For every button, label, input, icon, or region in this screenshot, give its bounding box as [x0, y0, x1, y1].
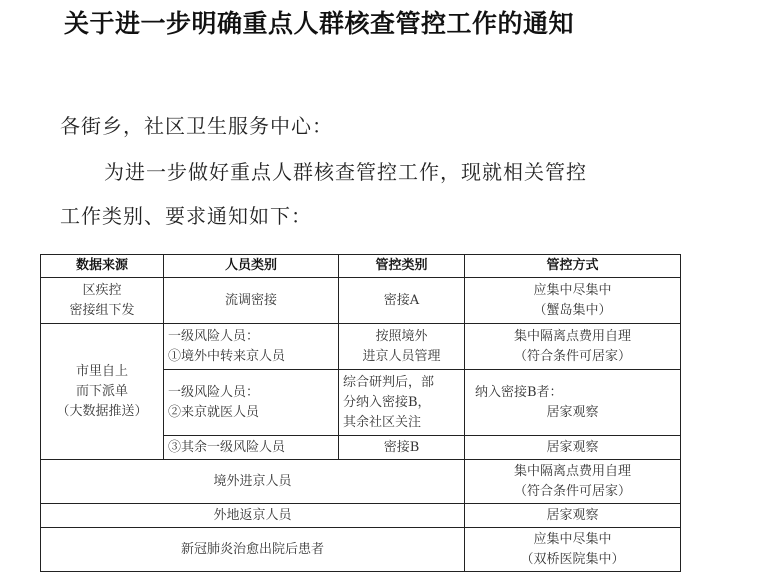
row2-method-line-1: 集中隔离点费用自理	[513, 328, 631, 344]
group2-source-line-2: 而下派单	[75, 383, 128, 399]
body-text-line-2: 工作类别、要求通知如下：	[60, 204, 312, 228]
row2-type-line-2: 进京人员管理	[362, 348, 441, 364]
row7-control-method	[465, 528, 681, 572]
row3-method-line-1: 纳入密接B者：	[475, 384, 563, 400]
row1-source-line-1: 区疾控	[82, 282, 122, 298]
row1-control-method	[465, 278, 681, 324]
row2-method-line-2: （符合条件可居家）	[513, 348, 631, 364]
row2-category-line-1: 一级风险人员：	[168, 328, 260, 344]
body-text-line-1: 为进一步做好重点人群核查管控工作，现就相关管控	[104, 160, 587, 184]
row1-source	[41, 278, 164, 324]
row3-type-line-3: 其余社区关注	[343, 414, 422, 430]
row2-category-line-2: ①境外中转来京人员	[168, 348, 286, 364]
row5-control-method	[465, 460, 681, 504]
row7-method-line-1: 应集中尽集中	[533, 531, 612, 547]
table-row	[41, 460, 681, 504]
table-row	[41, 504, 681, 528]
row7-method-line-2: （双桥医院集中）	[520, 551, 625, 567]
row4-control-type: 密接B	[339, 436, 465, 460]
row3-category-line-2: ②来京就医人员	[168, 404, 260, 420]
row3-type-line-2: 分纳入密接B，	[343, 394, 431, 410]
row3-type-line-1: 综合研判后，部	[343, 374, 435, 390]
header-person-category: 人员类别	[164, 255, 339, 278]
row3-category	[164, 370, 339, 436]
control-table	[40, 254, 681, 572]
group2-source	[41, 324, 164, 460]
row4-control-method: 居家观察	[465, 436, 681, 460]
row3-method-line-2: 居家观察	[546, 404, 599, 420]
header-data-source: 数据来源	[41, 255, 164, 278]
row5-label: 境外进京人员	[41, 460, 465, 504]
table-row	[41, 278, 681, 324]
row1-source-line-2: 密接组下发	[69, 302, 135, 318]
row3-control-type	[339, 370, 465, 436]
salutation: 各街乡，社区卫生服务中心：	[60, 114, 333, 138]
header-control-method: 管控方式	[465, 255, 681, 278]
row1-category: 流调密接	[164, 278, 339, 324]
row1-control-type: 密接A	[339, 278, 465, 324]
table-row	[41, 324, 681, 370]
row1-method-line-2: （蟹岛集中）	[533, 302, 612, 318]
group2-source-line-3: （大数据推送）	[56, 403, 148, 419]
row2-type-line-1: 按照境外	[375, 328, 428, 344]
row2-control-method	[465, 324, 681, 370]
row4-category: ③其余一级风险人员	[164, 436, 339, 460]
row5-method-line-2: （符合条件可居家）	[513, 483, 631, 499]
header-control-category: 管控类别	[339, 255, 465, 278]
group2-source-line-1: 市里自上	[75, 363, 128, 379]
row7-label: 新冠肺炎治愈出院后患者	[41, 528, 465, 572]
table-row	[41, 528, 681, 572]
row6-control-method: 居家观察	[465, 504, 681, 528]
row3-category-line-1: 一级风险人员：	[168, 384, 260, 400]
table-header-row	[41, 255, 681, 278]
row2-category	[164, 324, 339, 370]
row2-control-type	[339, 324, 465, 370]
row6-label: 外地返京人员	[41, 504, 465, 528]
row5-method-line-1: 集中隔离点费用自理	[513, 463, 631, 479]
row1-method-line-1: 应集中尽集中	[533, 282, 612, 298]
row3-control-method	[465, 370, 681, 436]
document-title: 关于进一步明确重点人群核查管控工作的通知	[64, 9, 575, 38]
